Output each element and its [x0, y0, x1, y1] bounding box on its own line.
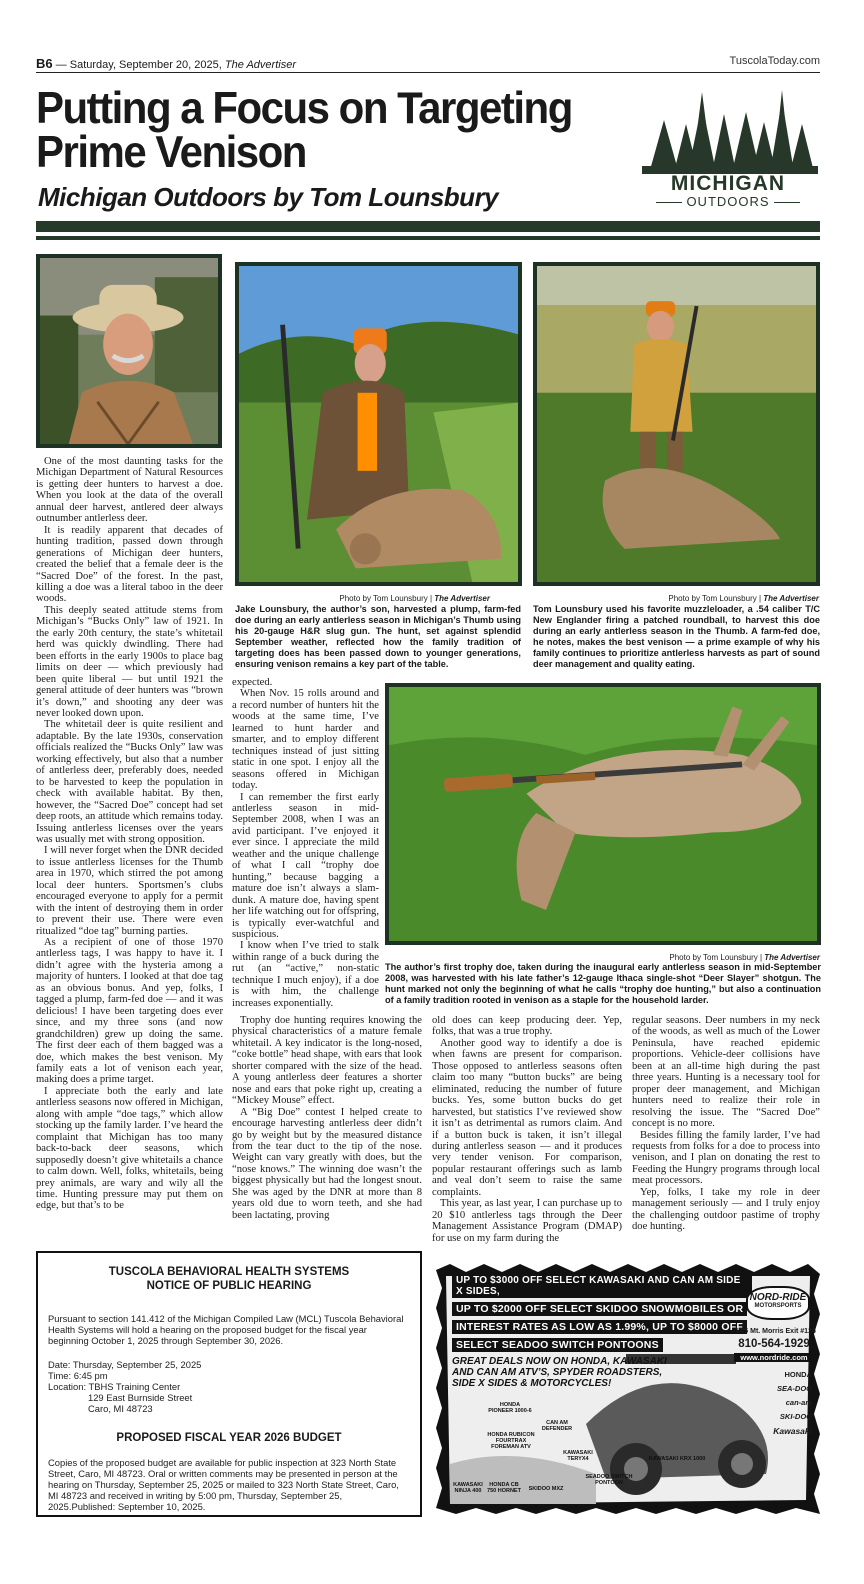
ad-italic-1: GREAT DEALS NOW ON HONDA, KAWASAKI — [452, 1356, 667, 1367]
page-number: B6 — [36, 56, 53, 71]
ad-line-2: UP TO $2000 OFF SELECT SKIDOO SNOWMOBILES OR — [452, 1302, 747, 1316]
paragraph: I know when I’ve tried to stalk within range of a buck during the rut (an “active,” non-static technique I much enjoy), if a doe is with him, the challenge increases exponentially. — [232, 940, 379, 1009]
photo-credit-2: Photo by Tom Lounsbury | The Advertiser — [668, 594, 819, 603]
photo-jake-doe — [235, 262, 522, 586]
caption-1: Jake Lounsbury, the author’s son, harvested a plump, farm-fed doe during an early antlerless season in Michigan’s Thumb using his 20-gauge H&R slug gun. The hunt, set against splendid September weather, reflected how the family tradition of targeting does has been passed down to younger generations, ensuring venison remains a key part of the table. — [235, 604, 521, 669]
nord-ride-advertisement[interactable] — [436, 1264, 820, 1514]
paragraph: Trophy doe hunting requires knowing the physical characteristics of a mature female whitetail. A key indicator is the long-nosed, “coke bottle” head shape, with ears that look shorter compared with the size of the head. A young antlerless deer features a shorter nose and ears that poke right up, creating a “Mickey Mouse” effect. — [232, 1015, 422, 1107]
vehicle-label: HONDA CB 750 HORNET — [487, 1482, 521, 1494]
article-column-2 — [232, 677, 379, 1009]
vehicle-label: SEADOO SWITCH PONTOON — [585, 1474, 633, 1486]
divider-bar-thin — [36, 236, 820, 240]
vehicle-label: KAWASAKI NINJA 400 — [453, 1482, 483, 1494]
logo-michigan: MICHIGAN — [670, 172, 786, 195]
brand-skidoo: SKI-DOO — [779, 1412, 812, 1421]
article-column-3 — [432, 1015, 622, 1244]
vehicle-label: HONDA RUBICON FOURTRAX FOREMAN ATV — [487, 1432, 535, 1450]
paragraph: old does can keep producing deer. Yep, folks, that was a true trophy. — [432, 1015, 622, 1038]
site-url[interactable]: TuscolaToday.com — [729, 55, 820, 67]
paragraph: A “Big Doe” contest I helped create to encourage harvesting antlerless deer didn’t go by weight but by the measured distance from the tear duct to the tip of the nose. Weight can vary greatly with does, but the “nose knows.” The winning doe wasn’t the biggest physically but had the longest snout. She was aged by the DNR at more than 8 years old due to worn teeth, and she had been lactating, proving — [232, 1106, 422, 1221]
top-rule — [36, 72, 820, 73]
paragraph: I will never forget when the DNR decided to issue antlerless licenses for the Thumb area in 1970, which stirred the pot among local deer hunters. Sportsmen’s clubs encouraged everyone to apply for a permit with the intent of destroying them in order to prevent their use. There were even ritualized “doe tag” burning parties. — [36, 845, 223, 937]
ad-line-4: SELECT SEADOO SWITCH PONTOONS — [452, 1338, 663, 1352]
paragraph: Another good way to identify a doe is when fawns are present for comparison. Those opposed to antlerless seasons often claim too many “button bucks” are being eliminated, reducing the number of future bucks. Yes, some button bucks do get harvested, but statistics I’ve reviewed show it isn’t as detrimental as rumors claim. And if a button buck is taken, it isn’t illegal during antlerless season — and it produces very tender venison. For comparison, popular restaurant offerings such as lamb and veal don’t seem to raise the same complaints. — [432, 1037, 622, 1198]
caption-2: Tom Lounsbury used his favorite muzzleloader, a .54 caliber T/C New Englander firing a patched roundball, to harvest this doe during an early antlerless season in the Thumb. A farm-fed doe, he notes, makes the best venison — a prime example of why his family continues to prioritize antlerless harvests as part of sound deer management and quality eating. — [533, 604, 820, 669]
ad-brand-list — [754, 1368, 812, 1438]
notice-intro: Pursuant to section 141.412 of the Michigan Compiled Law (MCL) Tuscola Behavioral Health Systems will hold a hearing on the proposed budget for the fiscal year beginning October 1, 2025 through September 30, 2026. — [48, 1313, 404, 1347]
notice-date: Date: Thursday, September 25, 2025 — [48, 1358, 202, 1370]
paragraph: It is readily apparent that decades of hunting tradition, passed down through generations of Michigan deer hunters, created the belief that a female deer is the “Sacred Doe” of the forest. In the past, killing a doe was a literal taboo in the deer woods. — [36, 524, 223, 605]
paragraph: The whitetail deer is quite resilient and adaptable. By the late 1930s, conservation officials realized the “Bucks Only” law was working effectively, but also that a number of antlerless deer, preferably does, needed to be harvested to keep the population in check with available habitat. By then, however, the “Sacred Doe” concept had set deep roots, an attitude which remains today. Issuing antlerless licenses over the years was usually met with strong opposition. — [36, 719, 223, 845]
ad-brand: NORD-RIDE — [749, 1292, 807, 1303]
article-column-4 — [632, 1015, 820, 1233]
author-portrait — [36, 254, 222, 448]
photo-first-trophy-doe — [385, 683, 821, 945]
paragraph: expected. — [232, 677, 273, 688]
paragraph: regular seasons. Deer numbers in my neck of the woods, as well as much of the Lower Peninsula, have reached epidemic proportions. Vehicle-deer collisions have been at an all-time high during the past three years. Hunting is a necessary tool for proper deer management, and Michigan hunters need to realize their role in resolving the issue. The “Sacred Doe” concept is no more. — [632, 1015, 820, 1130]
article-column-1 — [36, 456, 223, 1212]
public-hearing-notice — [36, 1251, 422, 1517]
vehicle-label: KAWASAKI TERYX4 — [563, 1450, 593, 1462]
vehicle-label: CAN AM DEFENDER — [541, 1420, 573, 1432]
ad-line-1: UP TO $3000 OFF SELECT KAWASAKI AND CAN AM SIDE X SIDES, — [452, 1274, 752, 1298]
vehicle-label: HONDA PIONEER 1000-6 — [488, 1402, 532, 1414]
notice-address-2: Caro, MI 48723 — [88, 1403, 153, 1415]
paragraph: This deeply seated attitude stems from Michigan’s “Bucks Only” law of 1921. In the early 20th century, the state’s whitetail herd was quickly dwindling. There had been efforts in the early 1900s to place bag limits on deer — which previously had been quite liberal — but until 1921 the general attitude of deer hunters was “brown it’s down,” and shooting any deer was never looked down upon. — [36, 604, 223, 719]
brand-canam: can-am — [785, 1398, 812, 1407]
photo-tom-muzzleloader-doe — [533, 262, 820, 586]
photo-credit-3: Photo by Tom Lounsbury | The Advertiser — [669, 953, 820, 962]
brand-seadoo: SEA-DOO — [776, 1384, 812, 1393]
ad-address: I-75 Mt. Morris Exit #126 — [736, 1328, 816, 1335]
ad-line-3: INTEREST RATES AS LOW AS 1.99%, UP TO $8000 OFF — [452, 1320, 747, 1334]
notice-address-1: 129 East Burnside Street — [88, 1392, 193, 1404]
paragraph: Yep, folks, I take my role in deer management seriously — and I truly enjoy the challenging outdoor pastime of trophy doe hunting. — [632, 1186, 820, 1233]
paragraph: As a recipient of one of those 1970 antlerless tags, I was happy to have it. I didn’t agree with the hysteria among a majority of hunters. I looked at that doe tag as an obvious bonus. And yep, folks, I tagged a plump, farm-fed doe — and it was delicious! I have been targeting does ever since, and my three sons (and now grandchildren) grew up doing the same. The first deer each of them bagged was a doe, which makes the best venison. My family eats a lot of venison each year, making does a prime target. — [36, 937, 223, 1086]
paragraph: I appreciate both the early and late antlerless seasons now offered in Michigan, along with ample “doe tags,” which allow stocking up the family larder. I’ve heard the complaint that Michigan has too many back-to-back deer seasons, which supposedly doesn’t give whitetails a chance to calm down. Well, folks, whitetails, being prey animals, are wary and wily all the time. Hunting pressure may put them on edge, but that’s to be — [36, 1085, 223, 1212]
brand-honda: HONDA — [784, 1370, 812, 1379]
folio-date: — Saturday, September 20, 2025, — [52, 59, 225, 71]
ad-phone[interactable]: 810-564-1929 — [738, 1338, 810, 1350]
byline-deck: Michigan Outdoors by Tom Lounsbury — [38, 182, 499, 212]
headline-line-1: Putting a Focus on Targeting — [36, 82, 572, 133]
photo-credit-1: Photo by Tom Lounsbury | The Advertiser — [339, 594, 490, 603]
brand-kawasaki: Kawasaki — [773, 1426, 812, 1436]
headline-line-2: Prime Venison — [36, 126, 306, 177]
vehicle-label: KAWASAKI KRX 1000 — [648, 1456, 706, 1462]
folio-paper: The Advertiser — [224, 59, 296, 71]
caption-3: The author’s first trophy doe, taken during the inaugural early antlerless season in mid-September 2008, was harvested with his late father’s 12-gauge Ithaca single-shot “Deer Slayer” shotgun. The hunt marked not only the beginning of what he calls “trophy doe hunting,” but also a continuation of a family tradition rooted in venison as a staple for the household larder. — [385, 962, 821, 1005]
ad-brand-sub: MOTORSPORTS — [754, 1303, 802, 1309]
ad-website[interactable]: www.nordride.com — [734, 1353, 814, 1362]
paragraph: This year, as last year, I can purchase up to 20 $10 antlerless tags through the Deer Management Assistance Program (DMAP) for use on my farm during the — [432, 1198, 622, 1244]
paragraph: Besides filling the family larder, I’ve had requests from folks for a doe to process into venison, and I plan on donating the rest to Feeding the Hungry programs through local meat processors. — [632, 1129, 820, 1187]
paragraph: I can remember the first early antlerless season in mid-September 2008, when I was an avid participant. I’ve enjoyed it ever since. I appreciate the mild weather and the unique challenge of what I call “trophy doe hunting,” because bagging a mature doe isn’t always a slam-dunk. A mature doe, having spent her life watching out for offspring, is typically ever-watchful and suspicious. — [232, 791, 379, 940]
ad-headline — [452, 1274, 752, 1389]
budget-title: PROPOSED FISCAL YEAR 2026 BUDGET — [116, 1431, 342, 1444]
notice-title: TUSCOLA BEHAVIORAL HEALTH SYSTEMS — [108, 1266, 350, 1278]
notice-body: Copies of the proposed budget are available for public inspection at 323 North State Street, Caro, MI 48723. Oral or written comments may be presented in person at the hearing on Thursday, September 25, 2025 or mailed to 323 North State Street, Caro, MI 48723 and received in writing by 5:00 pm, Thursday, September 25, 2025.Published: September 10, 2025. — [48, 1456, 399, 1513]
notice-time: Time: 6:45 pm — [48, 1369, 108, 1381]
vehicle-label: SKIDOO MXZ — [528, 1486, 564, 1492]
paragraph: When Nov. 15 rolls around and a record number of hunters hit the woods at the same time, I’ve learned to hunt harder and smarter, and to employ different techniques instead of just sitting static in one spot. I enjoy all the seasons offered in Michigan today. — [232, 688, 379, 792]
article-column-2-lower — [232, 1015, 422, 1221]
logo-outdoors: OUTDOORS — [636, 194, 820, 209]
notice-location: Location: TBHS Training Center — [48, 1381, 181, 1393]
folio — [36, 56, 296, 71]
ad-italic-3: SIDE X SIDES & MOTORCYCLES! — [452, 1378, 612, 1389]
notice-subtitle: NOTICE OF PUBLIC HEARING — [146, 1280, 312, 1292]
paragraph: One of the most daunting tasks for the Michigan Department of Natural Resources is getting deer hunters to harvest a doe. When you look at the data of the overall annual deer harvest, antlered deer always outnumber antlerless deer. — [36, 456, 223, 525]
nord-ride-logo — [746, 1286, 810, 1320]
headline — [36, 82, 596, 177]
divider-bar — [36, 221, 820, 232]
ad-italic-2: AND CAN AM ATV’S, SPYDER ROADSTERS, — [452, 1367, 663, 1378]
